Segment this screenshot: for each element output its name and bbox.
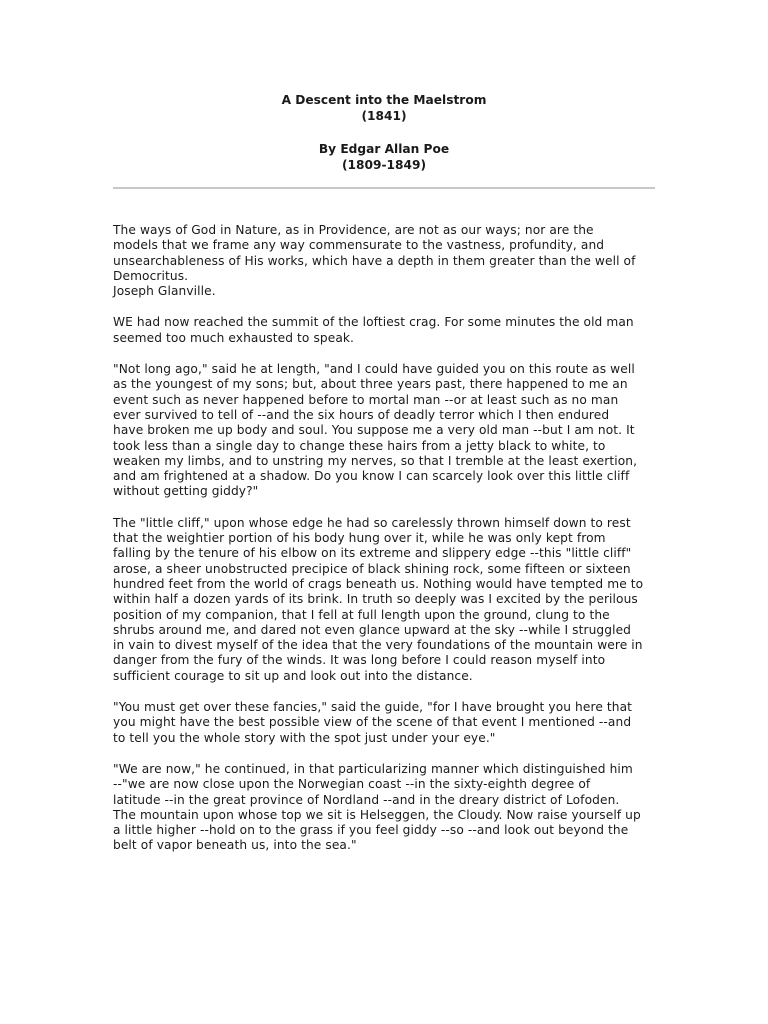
text-line: The "little cliff," upon whose edge he had so carelessly thrown himself down to rest bbox=[113, 515, 631, 530]
text-line: as the youngest of my sons; but, about three years past, there happened to me an bbox=[113, 377, 628, 392]
text-line: Joseph Glanville. bbox=[113, 284, 216, 299]
text-line: without getting giddy?" bbox=[113, 484, 259, 499]
text-line: within half a dozen yards of its brink. In truth so deeply was I excited by the perilous bbox=[113, 592, 638, 607]
text-line: a little higher --hold on to the grass if you feel giddy --so --and look out beyond the bbox=[113, 823, 629, 838]
text-line: WE had now reached the summit of the loftiest crag. For some minutes the old man bbox=[113, 315, 634, 330]
paragraph-1 bbox=[113, 223, 655, 299]
text-line: unsearchableness of His works, which have a depth in them greater than the well of bbox=[113, 253, 636, 268]
paragraph-2 bbox=[113, 315, 655, 346]
text-line: shrubs around me, and dared not even glance upward at the sky --while I struggled bbox=[113, 622, 632, 637]
paragraph-4 bbox=[113, 516, 655, 684]
heading-spacer bbox=[113, 124, 655, 142]
text-line: position of my companion, that I fell at full length upon the ground, clung to the bbox=[113, 607, 610, 622]
text-line: have broken me up body and soul. You suppose me a very old man --but I am not. It bbox=[113, 423, 635, 438]
text-line: models that we frame any way commensurate to the vastness, profundity, and bbox=[113, 238, 605, 253]
text-line: Democritus. bbox=[113, 268, 189, 283]
text-line: falling by the tenure of his elbow on its extreme and slippery edge --this "little cliff" bbox=[113, 546, 632, 561]
text-line: ever survived to tell of --and the six hours of deadly terror which I then endured bbox=[113, 407, 610, 422]
header-divider bbox=[113, 187, 655, 189]
text-line: latitude --in the great province of Nordland --and in the dreary district of Lofoden. bbox=[113, 792, 620, 807]
text-line: to tell you the whole story with the spot just under your eye." bbox=[113, 730, 496, 745]
text-line: hundred feet from the world of crags beneath us. Nothing would have tempted me to bbox=[113, 576, 644, 591]
text-line: seemed too much exhausted to speak. bbox=[113, 330, 355, 345]
text-line: took less than a single day to change these hairs from a jetty black to white, to bbox=[113, 438, 606, 453]
paragraph-3 bbox=[113, 362, 655, 500]
text-line: "We are now," he continued, in that particularizing manner which distinguished him bbox=[113, 761, 633, 776]
text-line: "You must get over these fancies," said the guide, "for I have brought you here that bbox=[113, 700, 633, 715]
text-line: in vain to divest myself of the idea that the very foundations of the mountain were in bbox=[113, 638, 643, 653]
text-line: The ways of God in Nature, as in Providence, are not as our ways; nor are the bbox=[113, 223, 594, 237]
text-line: event such as never happened before to mortal man --or at least such as no man bbox=[113, 392, 619, 407]
text-line: "Not long ago," said he at length, "and I could have guided you on this route as well bbox=[113, 362, 635, 377]
publication-year: (1841) bbox=[361, 108, 407, 123]
text-line: belt of vapor beneath us, into the sea." bbox=[113, 838, 357, 853]
author-lifespan: (1809-1849) bbox=[341, 157, 427, 172]
text-line: sufficient courage to sit up and look out into the distance. bbox=[113, 668, 473, 683]
text-line: --"we are now close upon the Norwegian coast --in the sixty-eighth degree of bbox=[113, 777, 591, 792]
paragraph-6 bbox=[113, 762, 655, 854]
document-page bbox=[113, 93, 655, 870]
text-line: arose, a sheer unobstructed precipice of black shining rock, some fifteen or sixteen bbox=[113, 561, 631, 576]
text-line: The mountain upon whose top we sit is Helseggen, the Cloudy. Now raise yourself up bbox=[113, 807, 641, 822]
paragraph-5 bbox=[113, 700, 655, 746]
text-line: you might have the best possible view of the scene of that event I mentioned --and bbox=[113, 715, 632, 730]
author-line: By Edgar Allan Poe bbox=[318, 142, 450, 156]
story-body bbox=[113, 223, 655, 854]
text-line: danger from the fury of the winds. It was long before I could reason myself into bbox=[113, 653, 606, 668]
text-line: weaken my limbs, and to unstring my nerves, so that I tremble at the least exertion, bbox=[113, 453, 638, 468]
document-title: A Descent into the Maelstrom bbox=[281, 93, 487, 107]
text-line: and am frightened at a shadow. Do you know I can scarcely look over this little cliff bbox=[113, 469, 630, 484]
text-line: that the weightier portion of his body hung over it, while he was only kept from bbox=[113, 531, 606, 546]
